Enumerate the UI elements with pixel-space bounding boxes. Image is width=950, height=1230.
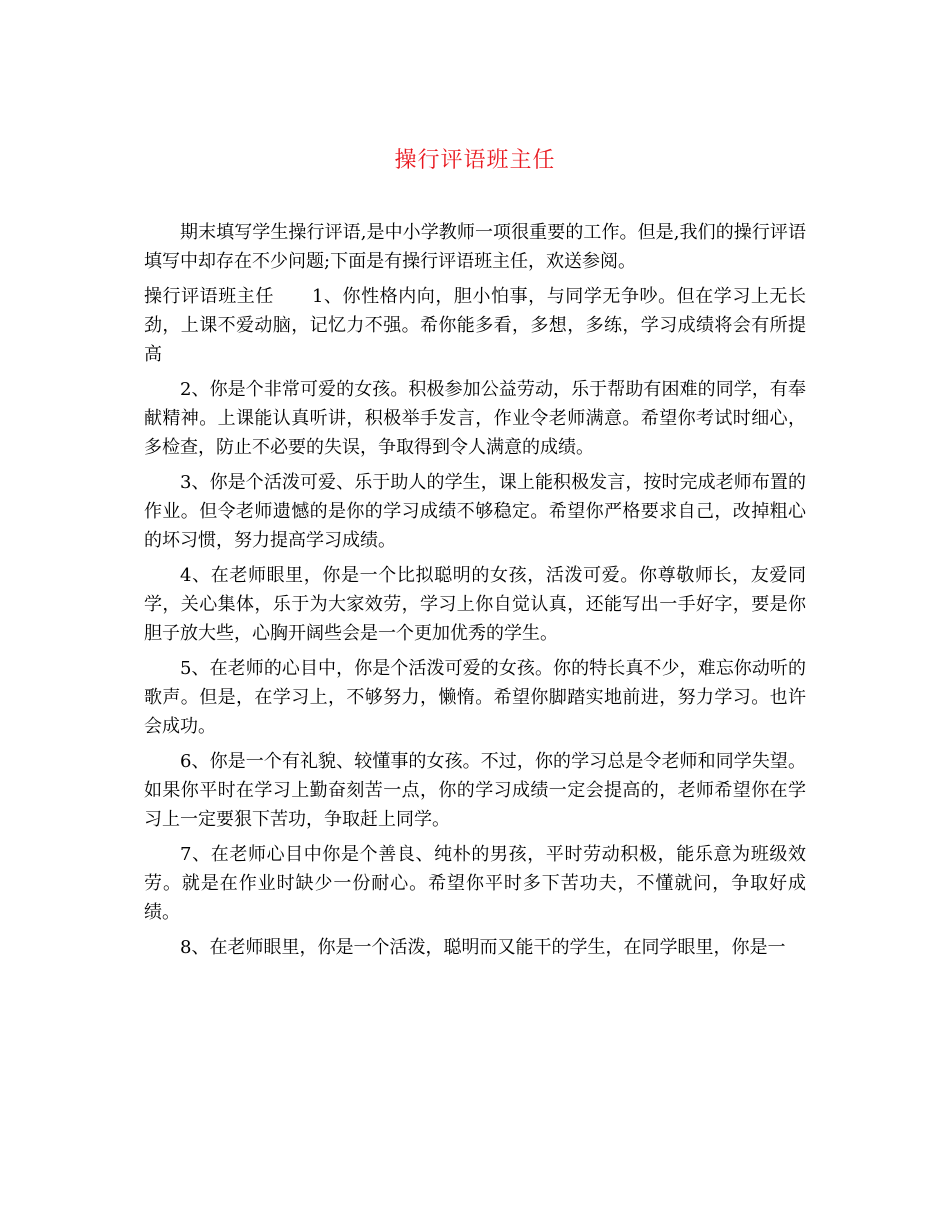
item-4: 4、在老师眼里，你是一个比拟聪明的女孩，活泼可爱。你尊敬师长，友爱同学，关心集体，乐于为大家效劳，学习上你自觉认真，还能写出一手好字，要是你胆子放大些，心胸开阔些会是一个更加优秀的学生。 (144, 565, 806, 644)
item-7: 7、在老师心目中你是个善良、纯朴的男孩，平时劳动积极，能乐意为班级效劳。就是在作业时缺少一份耐心。希望你平时多下苦功夫，不懂就问，争取好成绩。 (144, 844, 806, 923)
item-8: 8、在老师眼里，你是一个活泼，聪明而又能干的学生，在同学眼里，你是一 (180, 937, 786, 958)
section-label: 操行评语班主任 (144, 286, 274, 307)
document-title: 操行评语班主任 (394, 148, 556, 173)
item-1: 1、你性格内向，胆小怕事，与同学无争吵。但在学习上无长劲，上课不爱动脑，记忆力不强。希你能多看，多想，多练，学习成绩将会有所提高 (144, 286, 806, 365)
item-6: 6、你是一个有礼貌、较懂事的女孩。不过，你的学习总是令老师和同学失望。如果你平时在学习上勤奋刻苦一点，你的学习成绩一定会提高的，老师希望你在学习上一定要狠下苦功，争取赶上同学。 (144, 751, 806, 830)
document-body (144, 218, 806, 968)
first-item-paragraph (144, 282, 806, 369)
intro-paragraph: 期末填写学生操行评语,是中小学教师一项很重要的工作。但是,我们的操行评语填写中却存在不少问题;下面是有操行评语班主任，欢送参阅。 (144, 222, 806, 272)
item-5: 5、在老师的心目中，你是个活泼可爱的女孩。你的特长真不少，难忘你动听的歌声。但是，在学习上，不够努力，懒惰。希望你脚踏实地前进，努力学习。也许会成功。 (144, 658, 806, 737)
item-3: 3、你是个活泼可爱、乐于助人的学生，课上能积极发言，按时完成老师布置的作业。但令老师遗憾的是你的学习成绩不够稳定。希望你严格要求自己，改掉粗心的坏习惯，努力提高学习成绩。 (144, 472, 806, 551)
item-2: 2、你是个非常可爱的女孩。积极参加公益劳动，乐于帮助有困难的同学，有奉献精神。上课能认真听讲，积极举手发言，作业令老师满意。希望你考试时细心，多检查，防止不必要的失误，争取得到令人满意的成绩。 (144, 379, 806, 458)
